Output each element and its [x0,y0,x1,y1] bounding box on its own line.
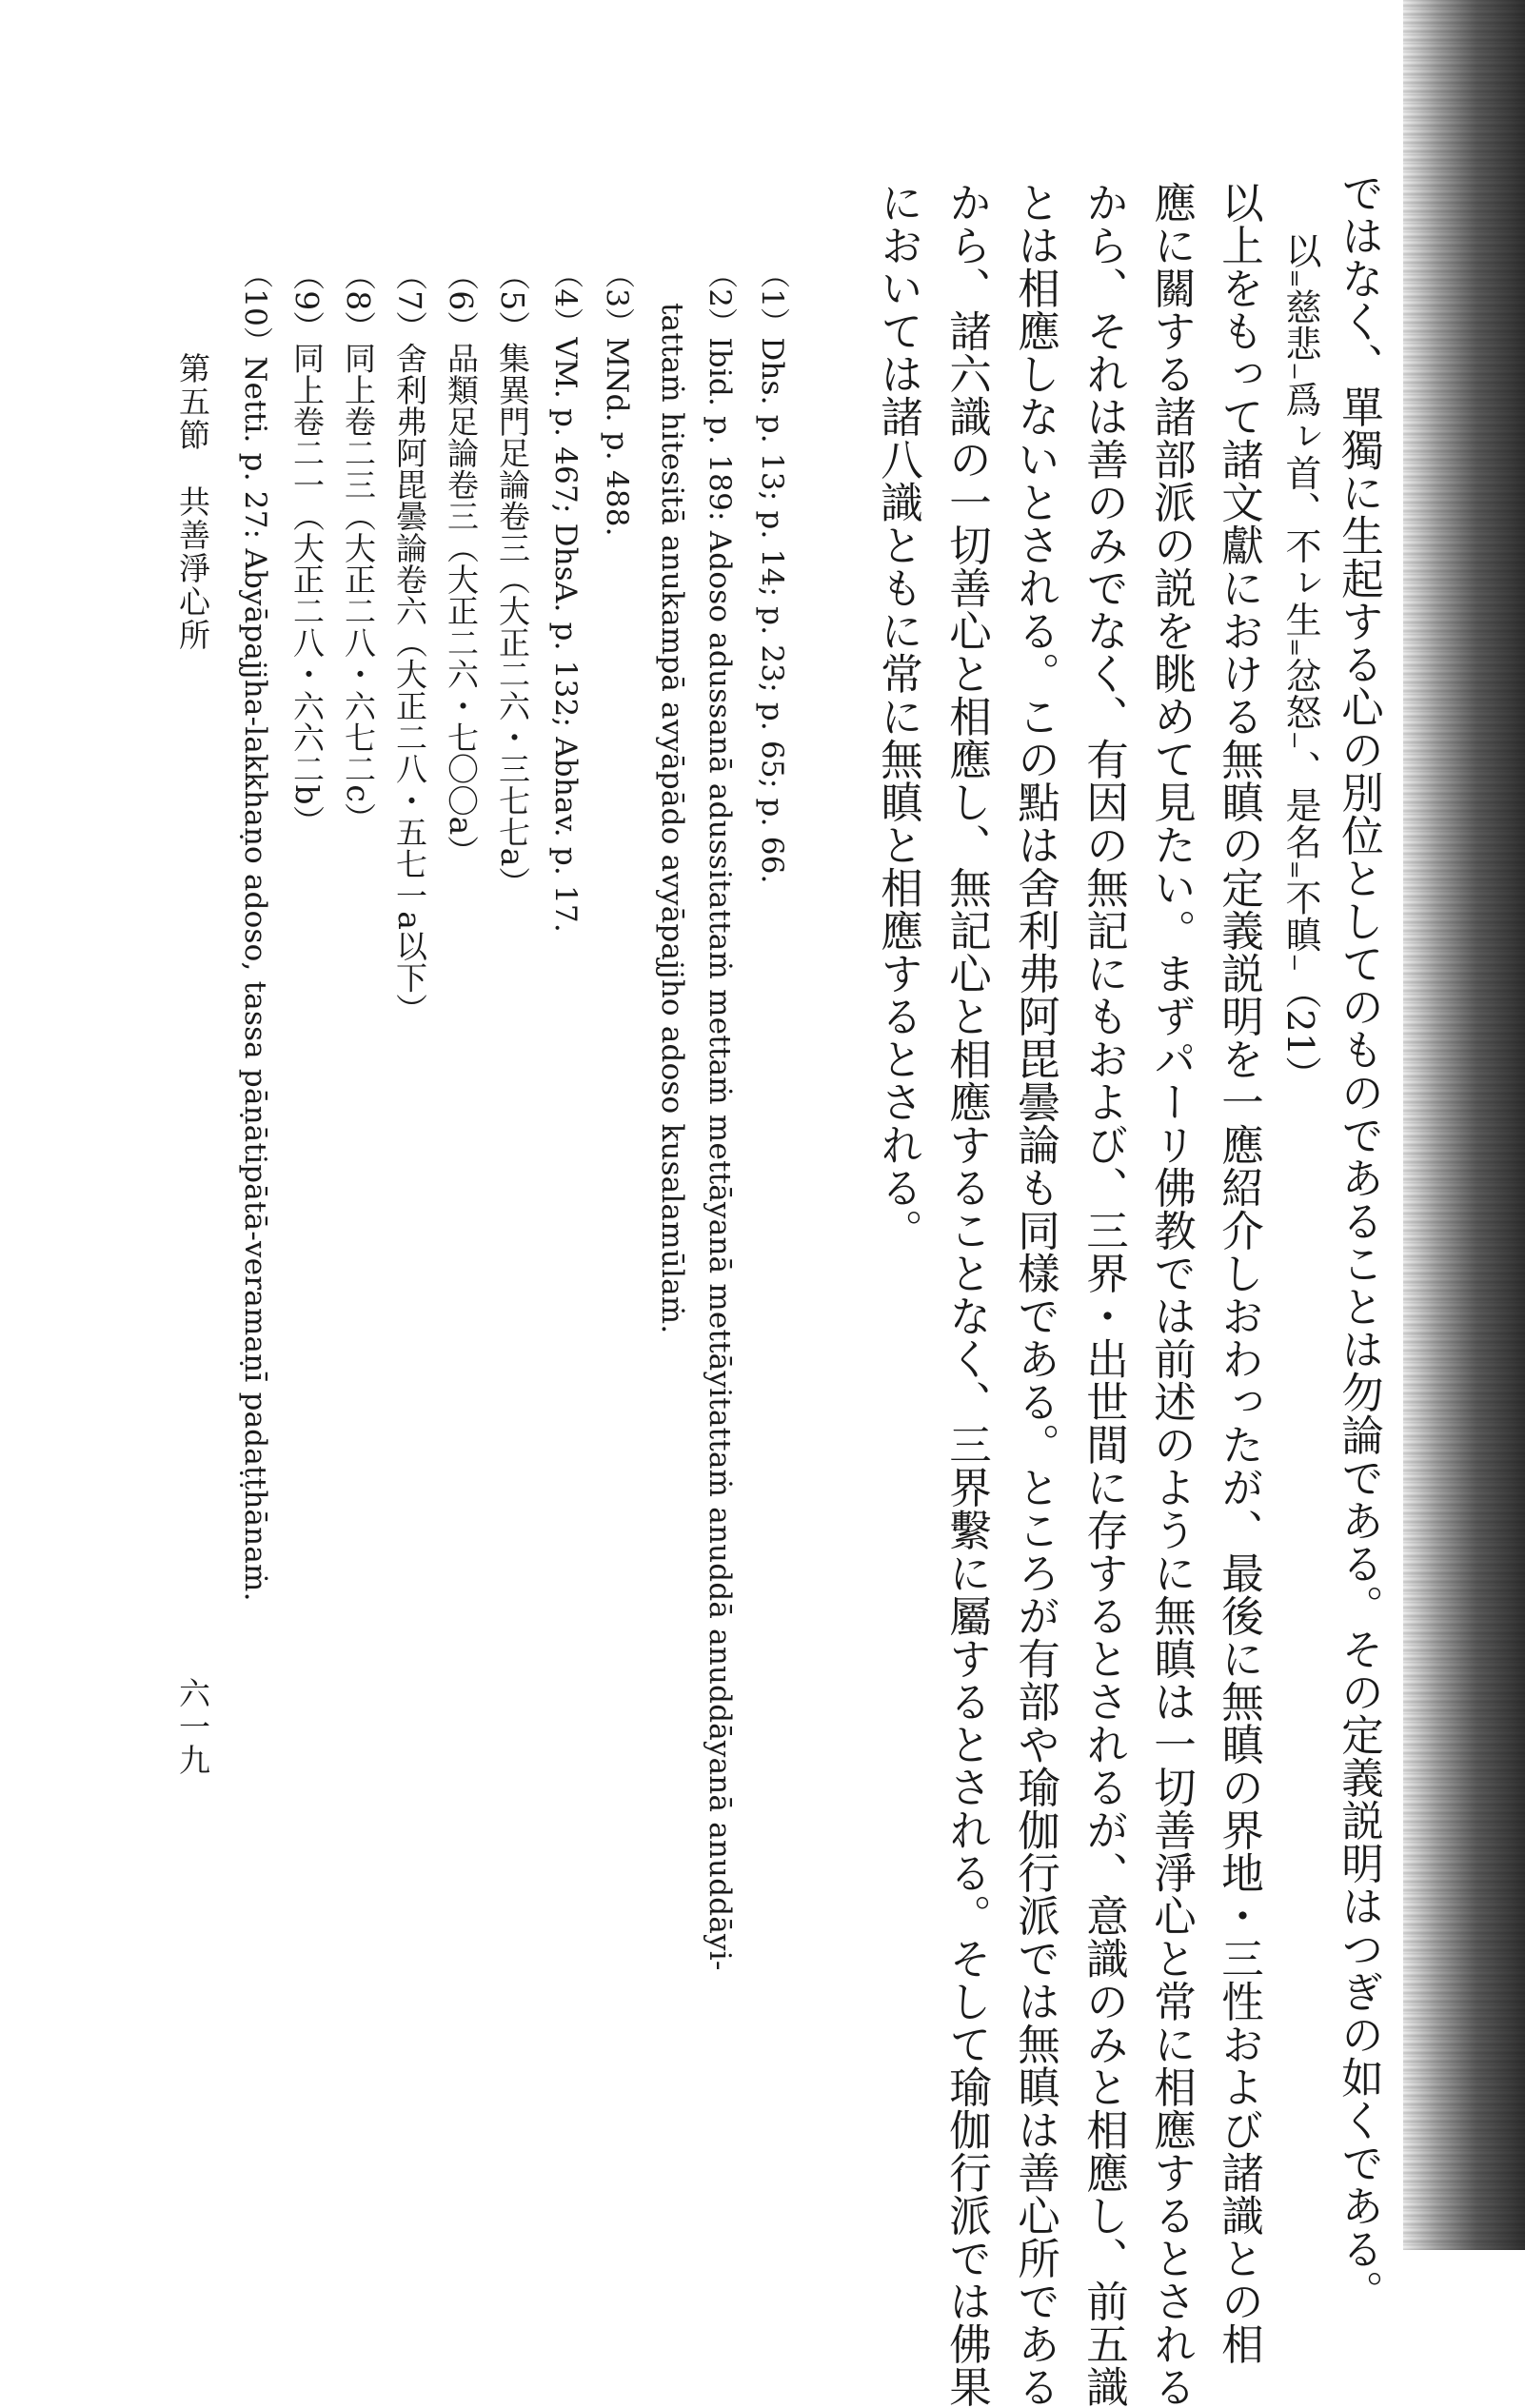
note-line: （5）集異門足論卷三（大正二六・三七七a） [494,259,531,898]
note-line: （6）品類足論卷三（大正二六・七〇〇a） [443,259,480,867]
note-line: （10）Netti. p. 27: Abyāpajjha-lakkhaṇo adoso, tassa pāṇātipātā-veramaṇī padaṭṭhānaṁ. [238,259,272,1602]
scan-edge-shadow [1403,0,1525,2250]
note-line: （7）舍利弗阿毘曇論卷六（大正二八・五七一a以下） [391,259,428,1025]
note-line: （1）Dhs. p. 13; p. 14; p. 23; p. 65; p. 66. [755,259,789,884]
note-line: （9）同上卷二一（大正二八・六六二b） [288,259,326,837]
note-line: （2）Ibid. p. 189: Adoso adussanā adussitattaṁ mettaṁ mettāyanā mettāyitattaṁ anuddā anuddāyanā anuddāyi- [703,259,737,1971]
page-number: 六一九 [174,1677,211,1777]
body-line: 應に關する諸部派の説を眺めて見たい。まずパーリ佛教では前述のように無瞋は一切善淨心と常に相應するとされる [1146,181,1196,2408]
note-line: （8）同上卷二三（大正二八・六七二c） [340,259,377,835]
note-line: （4）VM. p. 467; DhsA. p. 132; Abhav. p. 17. [548,259,583,933]
note-line: （3）MNd. p. 488. [600,259,634,537]
body-line: 以上をもって諸文獻における無瞋の定義説明を一應紹介しおわったが、最後に無瞋の界地・三性および諸識との相 [1214,181,1263,2365]
section-title: 第五節 共善淨心所 [174,352,211,652]
body-line: とは相應しないとされる。この點は舍利弗阿毘曇論も同樣である。ところが有部や瑜伽行派では無瞋は善心所である [1010,181,1060,2408]
body-line: ではなく、單獨に生起する心の別位としてのものであることは勿論である。その定義説明はつぎの如くである。 [1334,171,1383,2313]
body-line: から、諸六識の一切善心と相應し、無記心と相應することなく、三界繫に屬するとされる。そして瑜伽行派では佛果 [941,181,991,2408]
body-line: においては諸八識ともに常に無瞋と相應するとされる。 [873,181,922,1252]
quote-line: 以₌慈悲₋爲ㇾ首、不ㇾ生₌忿怒₋、是名₌不瞋₋（21） [1279,232,1321,1094]
note-line: tattaṁ hitesitā anukampā avyāpādo avyāpajjho adoso kusalamūlaṁ. [655,303,689,1334]
body-line: から、それは善のみでなく、有因の無記にもおよび、三界・出世間に存するとされるが、意識のみと相應し、前五識 [1079,181,1128,2408]
